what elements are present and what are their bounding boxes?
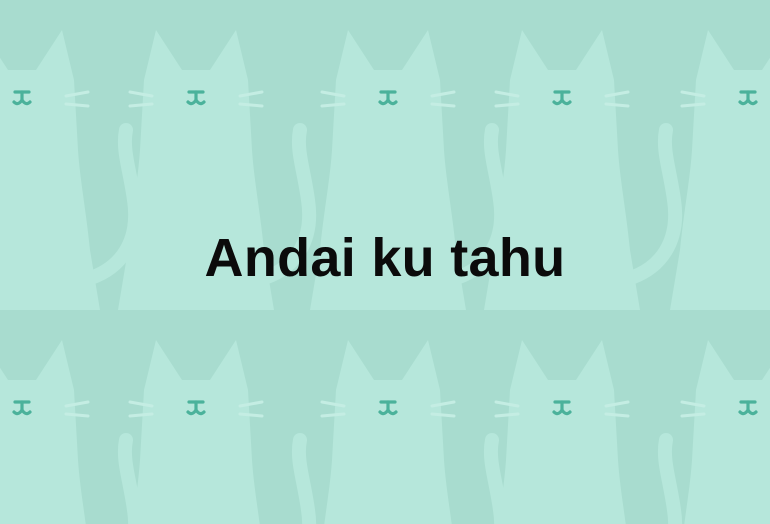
caption-text: Andai ku tahu <box>204 228 566 288</box>
